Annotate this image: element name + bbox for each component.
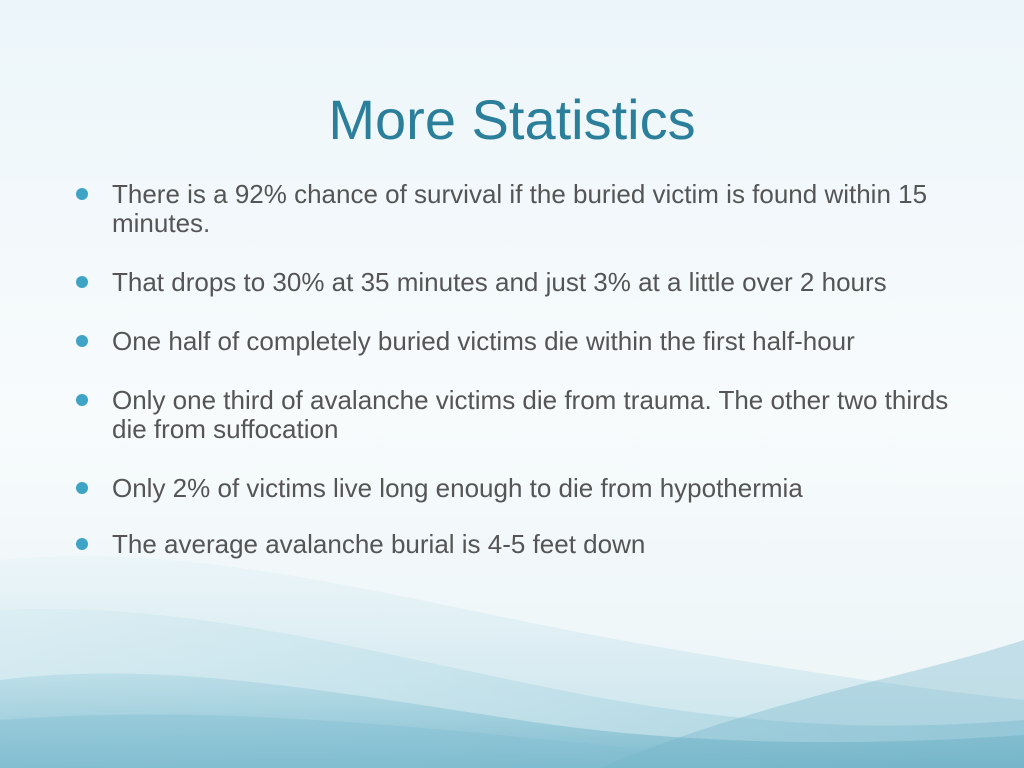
bullet-icon bbox=[76, 538, 88, 550]
bullet-item bbox=[70, 530, 960, 559]
bullet-icon bbox=[76, 276, 88, 288]
bullet-list bbox=[70, 180, 960, 586]
bullet-item bbox=[70, 474, 960, 503]
bullet-text: That drops to 30% at 35 minutes and just 3% at a little over 2 hours bbox=[112, 267, 887, 297]
bullet-text: The average avalanche burial is 4-5 feet down bbox=[112, 529, 646, 559]
bullet-text: There is a 92% chance of survival if the buried victim is found within 15 minutes. bbox=[112, 179, 928, 238]
bullet-text: Only one third of avalanche victims die from trauma. The other two thirds die from suffocation bbox=[112, 385, 949, 444]
bullet-item bbox=[70, 268, 960, 297]
bullet-icon bbox=[76, 188, 88, 200]
slide-title: More Statistics bbox=[328, 88, 696, 151]
bullet-text: One half of completely buried victims die within the first half-hour bbox=[112, 326, 855, 356]
bullet-icon bbox=[76, 335, 88, 347]
bullet-icon bbox=[76, 482, 88, 494]
bullet-item bbox=[70, 180, 960, 238]
bullet-item bbox=[70, 386, 960, 444]
bullet-item bbox=[70, 327, 960, 356]
bullet-text: Only 2% of victims live long enough to die from hypothermia bbox=[112, 473, 803, 503]
bullet-icon bbox=[76, 394, 88, 406]
